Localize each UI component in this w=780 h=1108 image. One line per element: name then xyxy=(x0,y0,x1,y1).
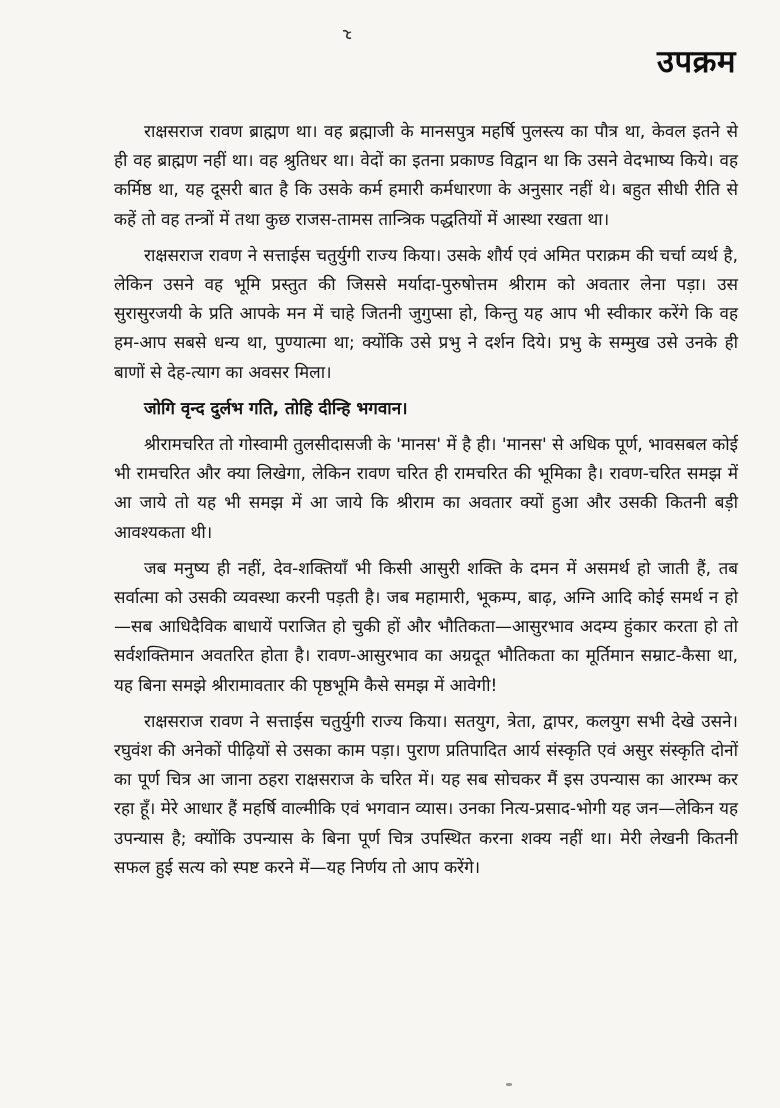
flourish-icon xyxy=(340,28,354,42)
paragraph-4: जब मनुष्य ही नहीं, देव-शक्तियाँ भी किसी आसुरी शक्ति के दमन में असमर्थ हो जाती हैं, तब सर्वात्मा को उसकी व्यवस्था करनी पड़ती है। जब महामारी, भूकम्प, बाढ़, अग्नि आदि कोई समर्थ न हो—सब आधिदैविक बाधायें पराजित हो चुकी हों और भौतिकता—आसुरभाव अदम्य हुंकार करता हो तो सर्वशक्तिमान अवतरित होता है। रावण-आसुरभाव का अग्रदूत भौतिकता का मूर्तिमान सम्राट-कैसा था, यह बिना समझे श्रीरामावतार की पृष्ठभूमि कैसे समझ में आवेगी! xyxy=(114,558,738,696)
page-smudge xyxy=(506,1083,512,1086)
page-title: उपक्रम xyxy=(657,44,736,80)
paragraph-5: राक्षसराज रावण ने सत्ताईस चतुर्युगी राज्य किया। सतयुग, त्रेता, द्वापर, कलयुग सभी देखे उसने। रघुवंश की अनेकों पीढ़ियों से उसका काम पड़ा। पुराण प्रतिपादित आर्य संस्कृति एवं असुर संस्कृति दोनों का पूर्ण चित्र आ जाना ठहरा राक्षसराज के चरित में। यह सब सोचकर मैं इस उपन्यास का आरम्भ कर रहा हूँ। मेरे आधार हैं महर्षि वाल्मीकि एवं भगवान व्यास। उनका नित्य-प्रसाद-भोगी यह जन—लेकिन यह उपन्यास है; क्योंकि उपन्यास के बिना पूर्ण चित्र उपस्थित करना शक्य नहीं था। मेरी लेखनी कितनी सफल हुई सत्य को स्पष्ट करने में—यह निर्णय तो आप करेंगे। xyxy=(114,711,738,878)
paragraph-3: श्रीरामचरित तो गोस्वामी तुलसीदासजी के 'मानस' में है ही। 'मानस' से अधिक पूर्ण, भावसबल कोई भी रामचरित और क्या लिखेगा, लेकिन रावण चरित ही रामचरित की भूमिका है। रावण-चरित समझ में आ जाये तो यह भी समझ में आ जाये कि श्रीराम का अवतार क्यों हुआ और उसकी कितनी बड़ी आवश्यकता थी। xyxy=(114,435,738,543)
body-text xyxy=(114,118,738,890)
paragraph-2: राक्षसराज रावण ने सत्ताईस चतुर्युगी राज्य किया। उसके शौर्य एवं अमित पराक्रम की चर्चा व्यर्थ है, लेकिन उसने वह भूमि प्रस्तुत की जिससे मर्यादा-पुरुषोत्तम श्रीराम को अवतार लेना पड़ा। उस सुरासुरजयी के प्रति आपके मन में चाहे जितनी जुगुप्सा हो, किन्तु यह आप भी स्वीकार करेंगे कि वह हम-आप सबसे धन्य था, पुण्यात्मा था; क्योंकि उसे प्रभु ने दर्शन दिये। प्रभु के सम्मुख उसे उनके ही बाणों से देह-त्याग का अवसर मिला। xyxy=(114,245,738,383)
verse-line: जोगि वृन्द दुर्लभ गति, तोहि दीन्हि भगवान। xyxy=(144,398,408,419)
paragraph-1: राक्षसराज रावण ब्राह्मण था। वह ब्रह्माजी के मानसपुत्र महर्षि पुलस्त्य का पौत्र था, केवल इतने से ही वह ब्राह्मण नहीं था। वह श्रुतिधर था। वेदों का इतना प्रकाण्ड विद्वान था कि उसने वेदभाष्य किये। वह कर्मिष्ठ था, यह दूसरी बात है कि उसके कर्म हमारी कर्मधारणा के अनुसार नहीं थे। बहुत सीधी रीति से कहें तो वह तन्त्रों में तथा कुछ राजस-तामस तान्त्रिक पद्धतियों में आस्था रखता था। xyxy=(114,122,738,230)
